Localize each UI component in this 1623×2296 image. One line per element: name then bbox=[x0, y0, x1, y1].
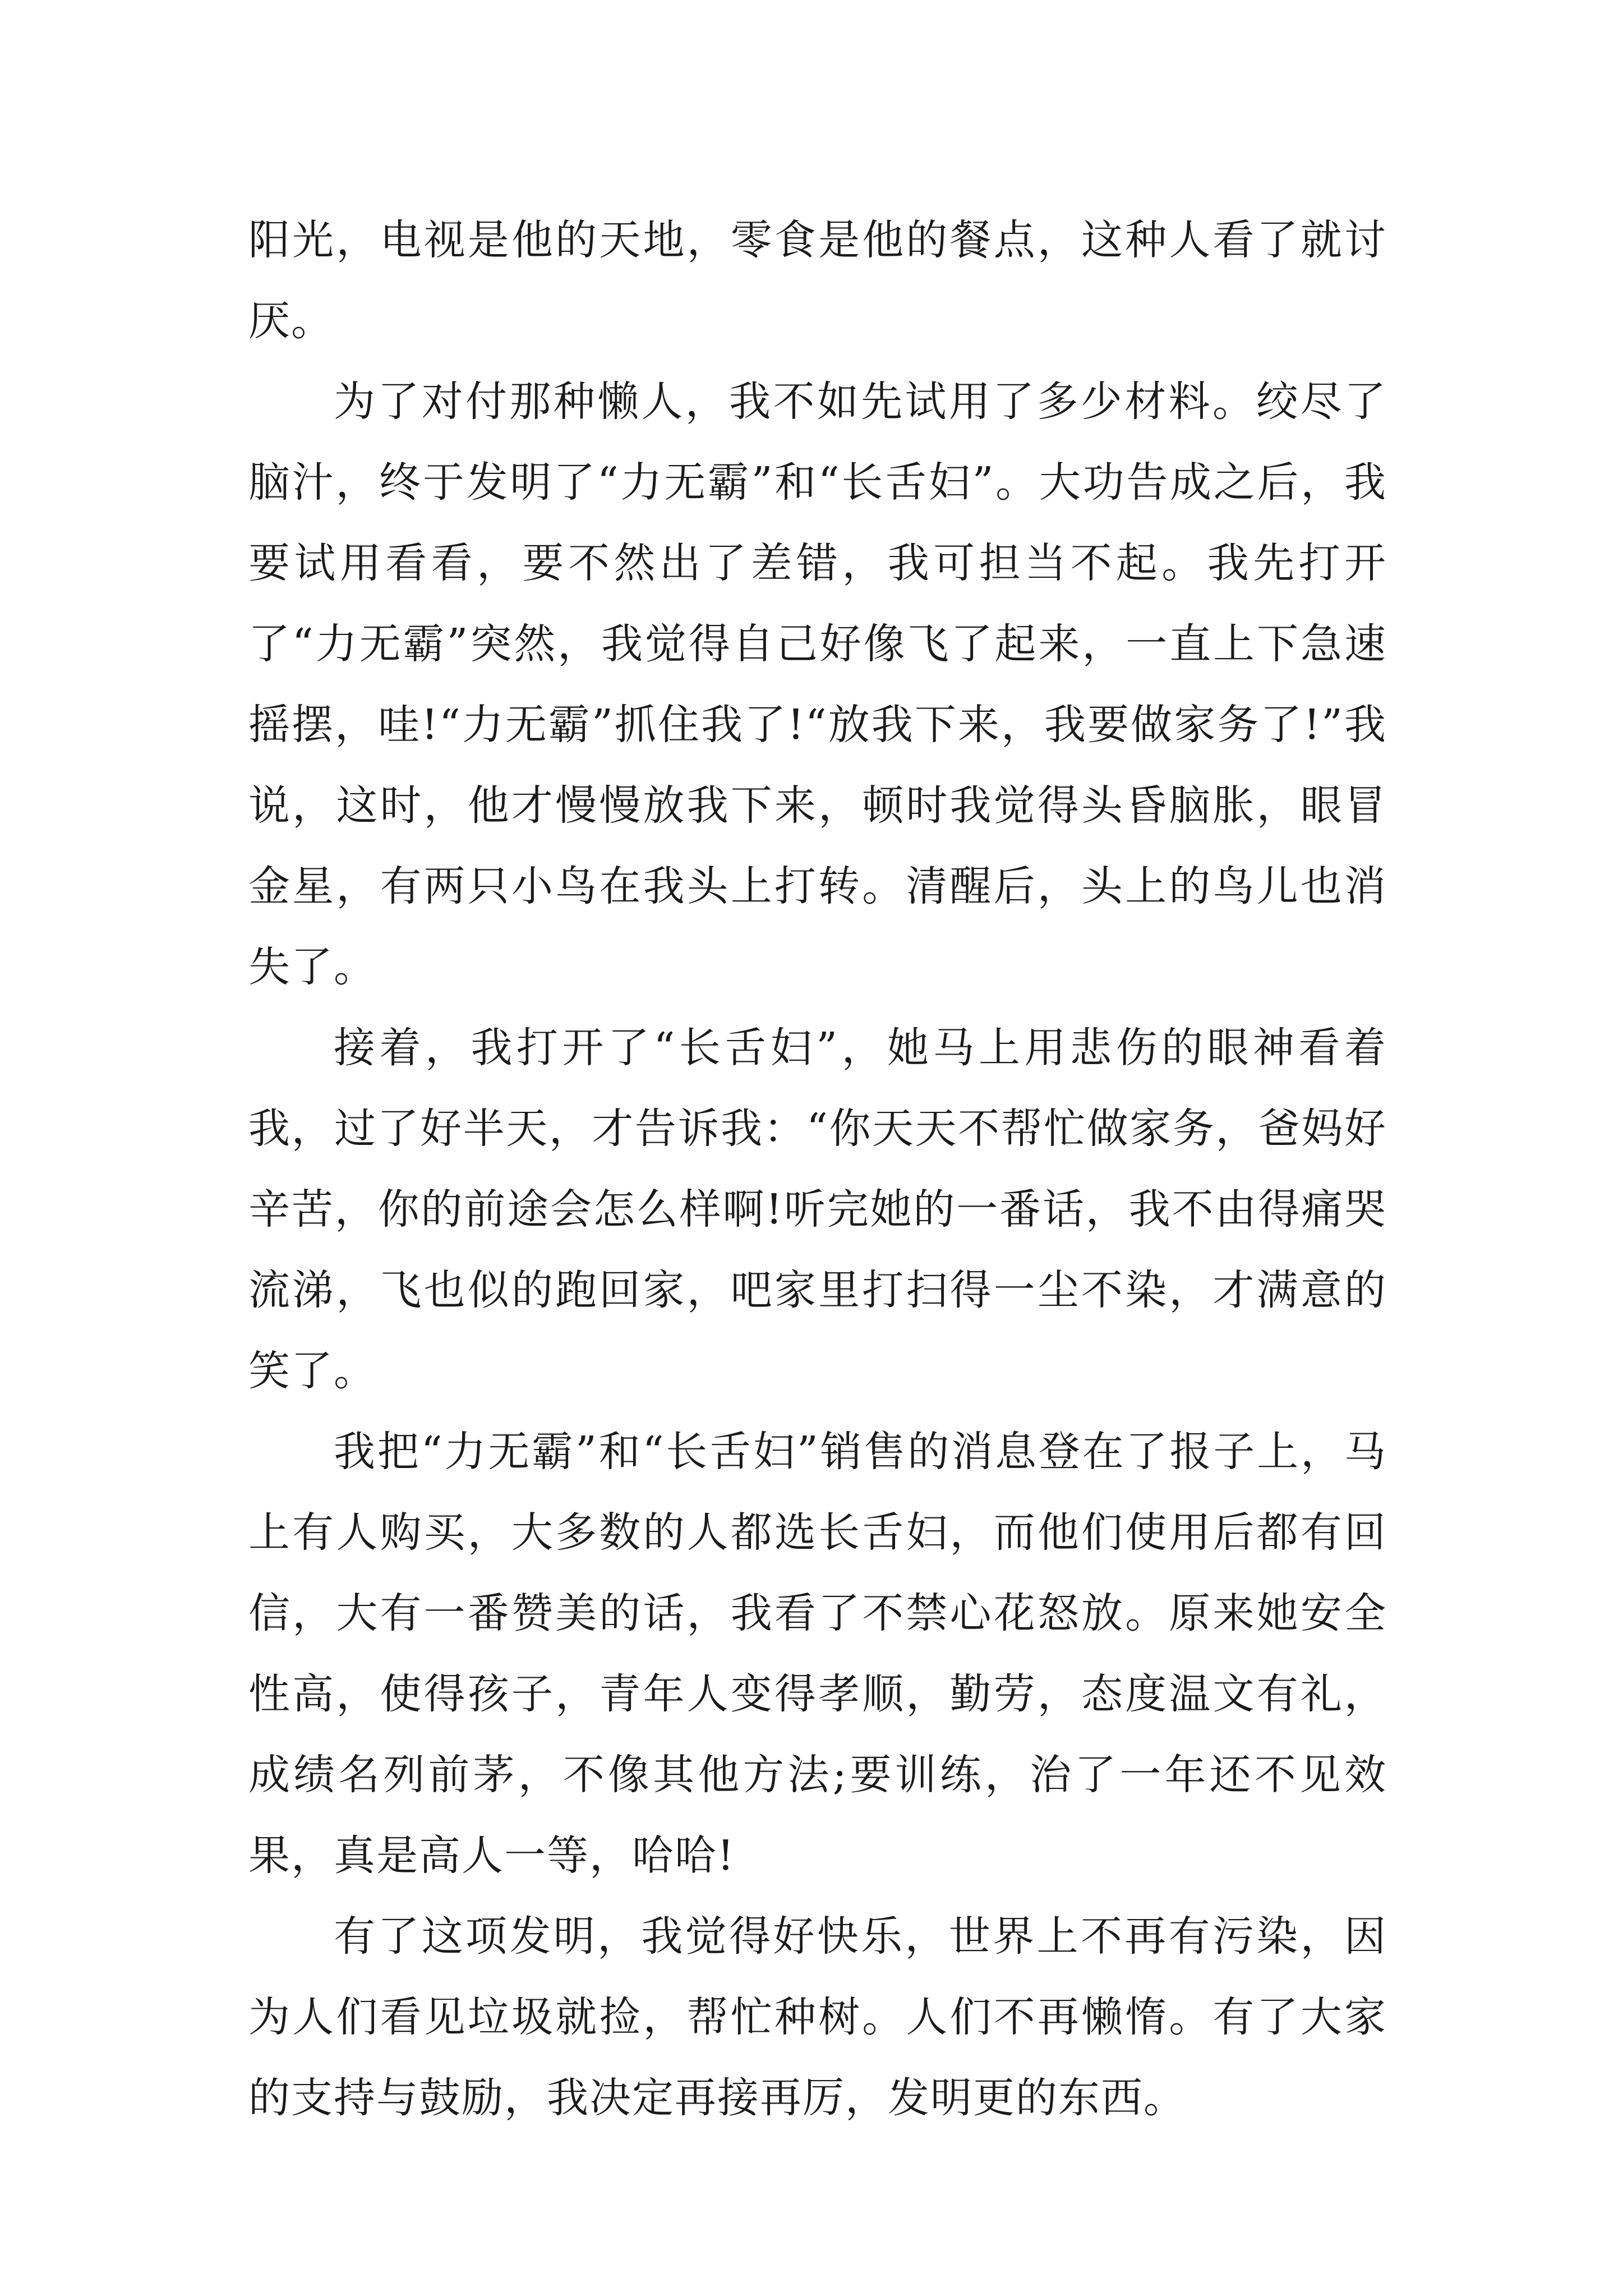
paragraph-long-tongue: 接着，我打开了“长舌妇”，她马上用悲伤的眼神看着我，过了好半天，才告诉我：“你天天不帮忙做家务，爸妈好辛苦，你的前途会怎么样啊!听完她的一番话，我不由得痛哭流涕，飞也似的跑回家，吧家里打扫得一尘不染，才满意的笑了。 bbox=[248, 1024, 1387, 1395]
paragraph-invention: 为了对付那种懒人，我不如先试用了多少材料。绞尽了脑汁，终于发明了“力无霸”和“长舌妇”。大功告成之后，我要试用看看，要不然出了差错，我可担当不起。我先打开了“力无霸”突然，我觉得自己好像飞了起来，一直上下急速摇摆，哇!“力无霸”抓住我了!“放我下来，我要做家务了!”我说，这时，他才慢慢放我下来，顿时我觉得头昏脑胀，眼冒金星，有两只小鸟在我头上打转。清醒后，头上的鸟儿也消失了。 bbox=[248, 378, 1387, 991]
essay-body bbox=[248, 200, 1387, 2138]
paragraph-continuation: 阳光，电视是他的天地，零食是他的餐点，这种人看了就讨厌。 bbox=[248, 216, 1387, 345]
paragraph-sales: 我把“力无霸”和“长舌妇”销售的消息登在了报子上，马上有人购买，大多数的人都选长舌妇，而他们使用后都有回信，大有一番赞美的话，我看了不禁心花怒放。原来她安全性高，使得孩子，青年人变得孝顺，勤劳，态度温文有礼，成绩名列前茅，不像其他方法;要训练，治了一年还不见效果，真是高人一等，哈哈! bbox=[248, 1428, 1387, 1880]
paragraph-conclusion: 有了这项发明，我觉得好快乐，世界上不再有污染，因为人们看见垃圾就捡，帮忙种树。人们不再懒惰。有了大家的支持与鼓励，我决定再接再厉，发明更的东西。 bbox=[248, 1912, 1387, 2122]
